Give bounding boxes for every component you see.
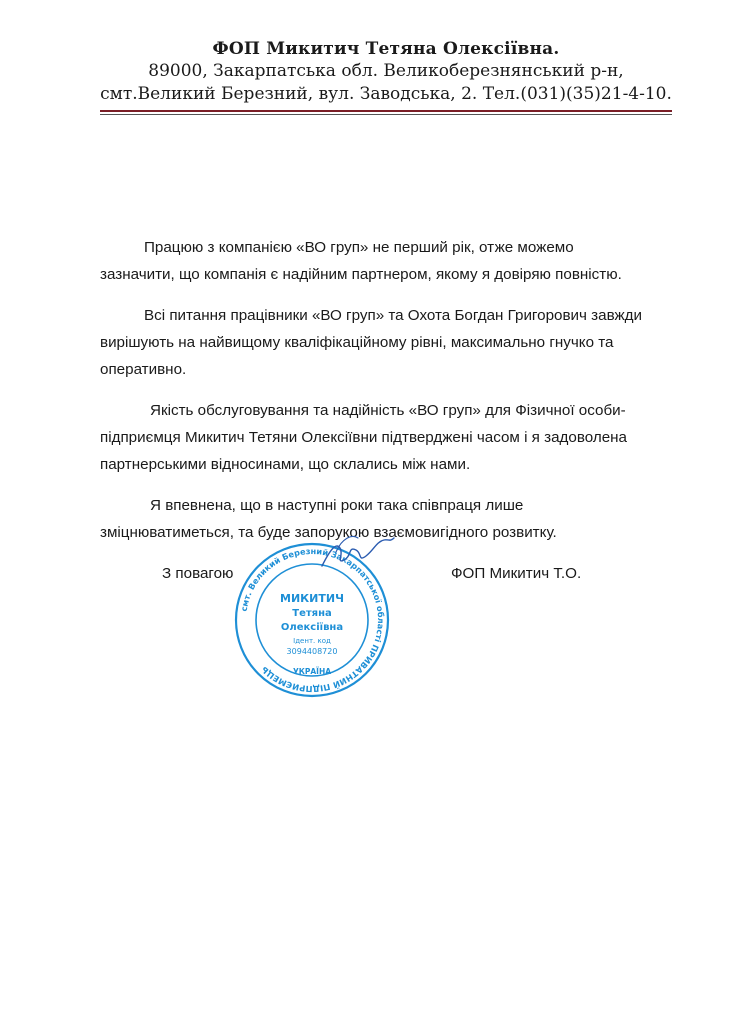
stamp-name-line1: МИКИТИЧ xyxy=(280,592,344,605)
paragraph-line: зміцнюватиметься, та буде запорукою взаємовигідного розвитку. xyxy=(100,524,557,541)
stamp-name-line2: Тетяна xyxy=(292,608,332,619)
letterhead-address-line2: смт.Великий Березний, вул. Заводська, 2. Тел.(031)(35)21-4-10. xyxy=(100,84,672,104)
paragraph-line: Я впевнена, що в наступні роки така співпраця лише xyxy=(150,497,524,514)
paragraph-3 xyxy=(100,397,627,478)
closing-regards: З повагою xyxy=(162,565,234,582)
letterhead-rule-thin xyxy=(100,114,672,115)
signatory-name: ФОП Микитич Т.О. xyxy=(451,565,582,582)
letterhead xyxy=(100,38,672,106)
letter-body xyxy=(100,234,642,560)
paragraph-line: партнерськими відносинами, що склались між нами. xyxy=(100,456,471,473)
letterhead-address-line1: 89000, Закарпатська обл. Великоберезнянський р-н, xyxy=(148,61,624,81)
paragraph-line: зазначити, що компанія є надійним партнером, якому я довіряю повністю. xyxy=(100,266,622,283)
letterhead-rule xyxy=(100,110,672,112)
letterhead-name: ФОП Микитич Тетяна Олексіївна. xyxy=(212,39,560,59)
stamp-name-line3: Олексіївна xyxy=(280,622,344,633)
handwritten-signature xyxy=(318,528,398,578)
stamp-outer-text: смт. Великий Березний Закарпатської області ПРИВАТНИЙ ПІДПРИЄМЕЦЬ xyxy=(238,545,387,695)
paragraph-line: оперативно. xyxy=(100,361,187,378)
paragraph-line: Працюю з компанією «ВО груп» не перший рік, отже можемо xyxy=(144,239,574,256)
stamp-country: УКРАЇНА xyxy=(292,667,332,676)
paragraph-line: Всі питання працівники «ВО груп» та Охота Богдан Григорович завжди xyxy=(144,307,642,324)
paragraph-line: підприємця Микитич Тетяни Олексіївни підтверджені часом і я задоволена xyxy=(100,429,627,446)
paragraph-line: Якість обслуговування та надійність «ВО груп» для Фізичної особи- xyxy=(150,402,626,419)
stamp-code-label: Ідент. код xyxy=(293,637,331,645)
paragraph-1 xyxy=(100,234,620,288)
paragraph-line: вирішують на найвищому кваліфікаційному рівні, максимально гнучко та xyxy=(100,334,614,351)
paragraph-2 xyxy=(100,302,642,383)
stamp-code: 3094408720 xyxy=(286,647,338,656)
